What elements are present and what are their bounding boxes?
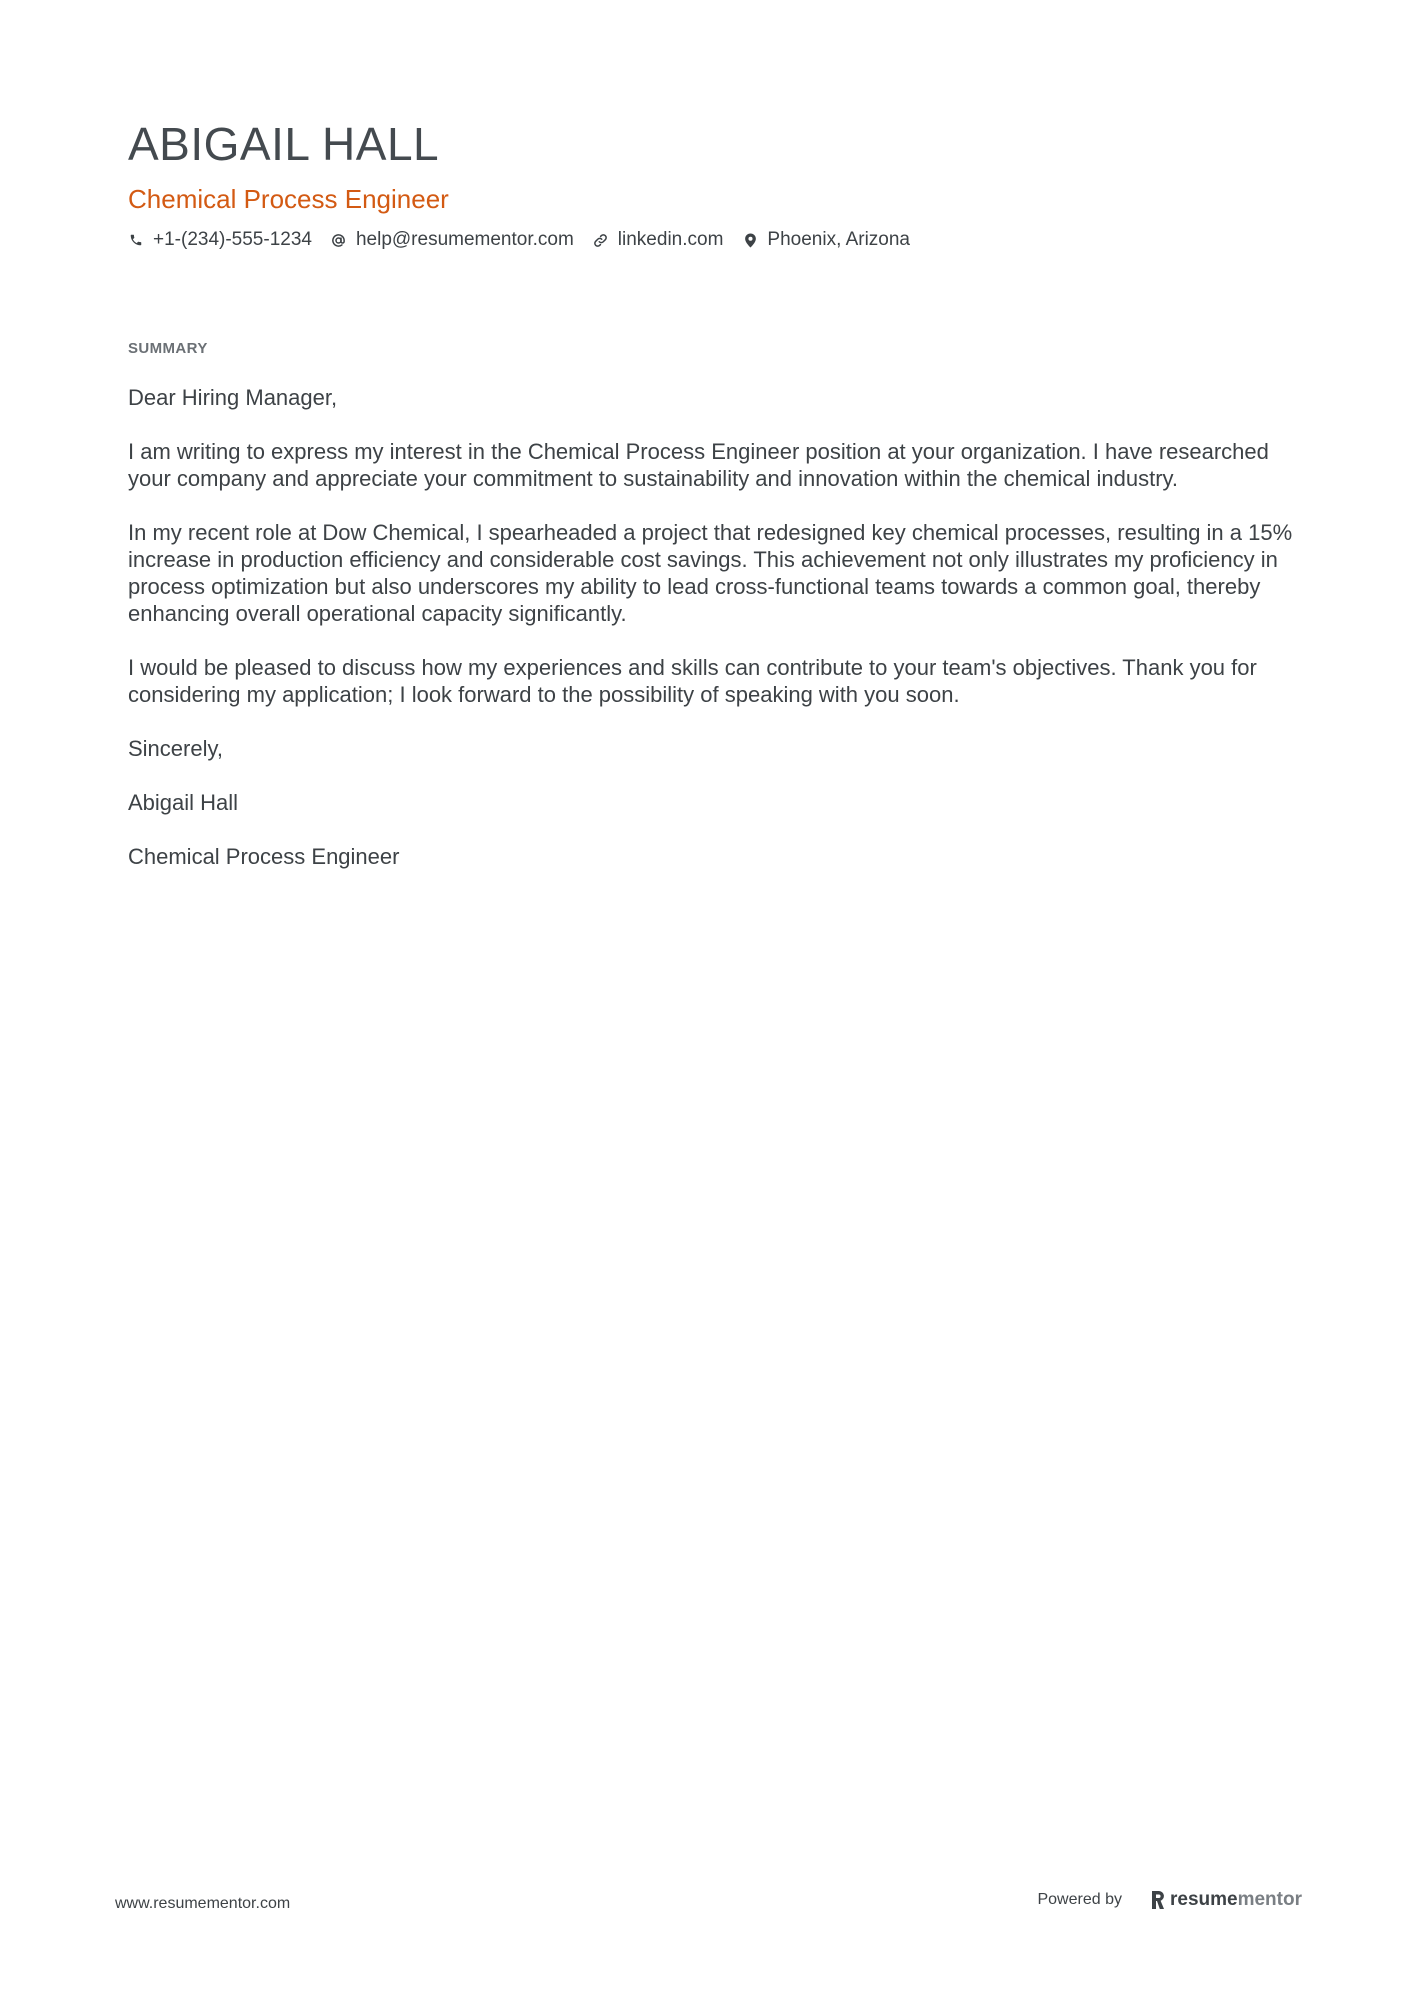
powered-by-text: Powered by: [1037, 1891, 1122, 1908]
letter-paragraph: I would be pleased to discuss how my experiences and skills can contribute to your team's objectives. Thank you for considering my application; I look forward to the possibility of speaking with you soon.: [128, 655, 1257, 707]
contact-website[interactable]: [593, 226, 724, 254]
contact-location: [742, 226, 910, 254]
summary-heading: SUMMARY: [128, 340, 208, 357]
contact-phone-text: +1-(234)-555-1234: [153, 229, 312, 250]
letter-salutation: Dear Hiring Manager,: [128, 385, 338, 410]
contact-phone[interactable]: [128, 226, 312, 254]
contact-bar: [128, 226, 929, 254]
contact-location-text: Phoenix, Arizona: [767, 229, 910, 250]
contact-email[interactable]: [331, 226, 574, 254]
location-pin-icon: [742, 232, 758, 248]
signature-title: Chemical Process Engineer: [128, 844, 400, 869]
candidate-name: ABIGAIL HALL: [128, 118, 440, 170]
brand-logo[interactable]: [1150, 1888, 1302, 1912]
letter-paragraph: In my recent role at Dow Chemical, I spearheaded a project that redesigned key chemical processes, resulting in a 15% increase in production efficiency and considerable cost savings. This achievement not only illustrates my proficiency in process optimization but also underscores my ability to lead cross-functional teams towards a common goal, thereby enhancing overall operational capacity significantly.: [128, 520, 1293, 626]
brand-name-light: mentor: [1237, 1889, 1302, 1910]
phone-icon: [128, 232, 144, 248]
contact-website-text: linkedin.com: [617, 229, 724, 250]
letter-body: [128, 384, 1298, 897]
letter-closing: Sincerely,: [128, 736, 223, 761]
at-icon: [331, 232, 347, 248]
brand-name-bold: resume: [1169, 1889, 1238, 1910]
footer-branding: [1037, 1888, 1302, 1912]
candidate-job-title: Chemical Process Engineer: [128, 184, 449, 214]
resumementor-logo-icon: [1150, 1890, 1166, 1910]
footer-website[interactable]: www.resumementor.com: [115, 1895, 291, 1912]
letter-paragraph: I am writing to express my interest in the Chemical Process Engineer position at your organization. I have researched your company and appreciate your commitment to sustainability and innovation within the chemical industry.: [128, 439, 1269, 491]
link-icon: [593, 232, 609, 248]
signature-name: Abigail Hall: [128, 790, 239, 815]
contact-email-text: help@resumementor.com: [355, 229, 574, 250]
